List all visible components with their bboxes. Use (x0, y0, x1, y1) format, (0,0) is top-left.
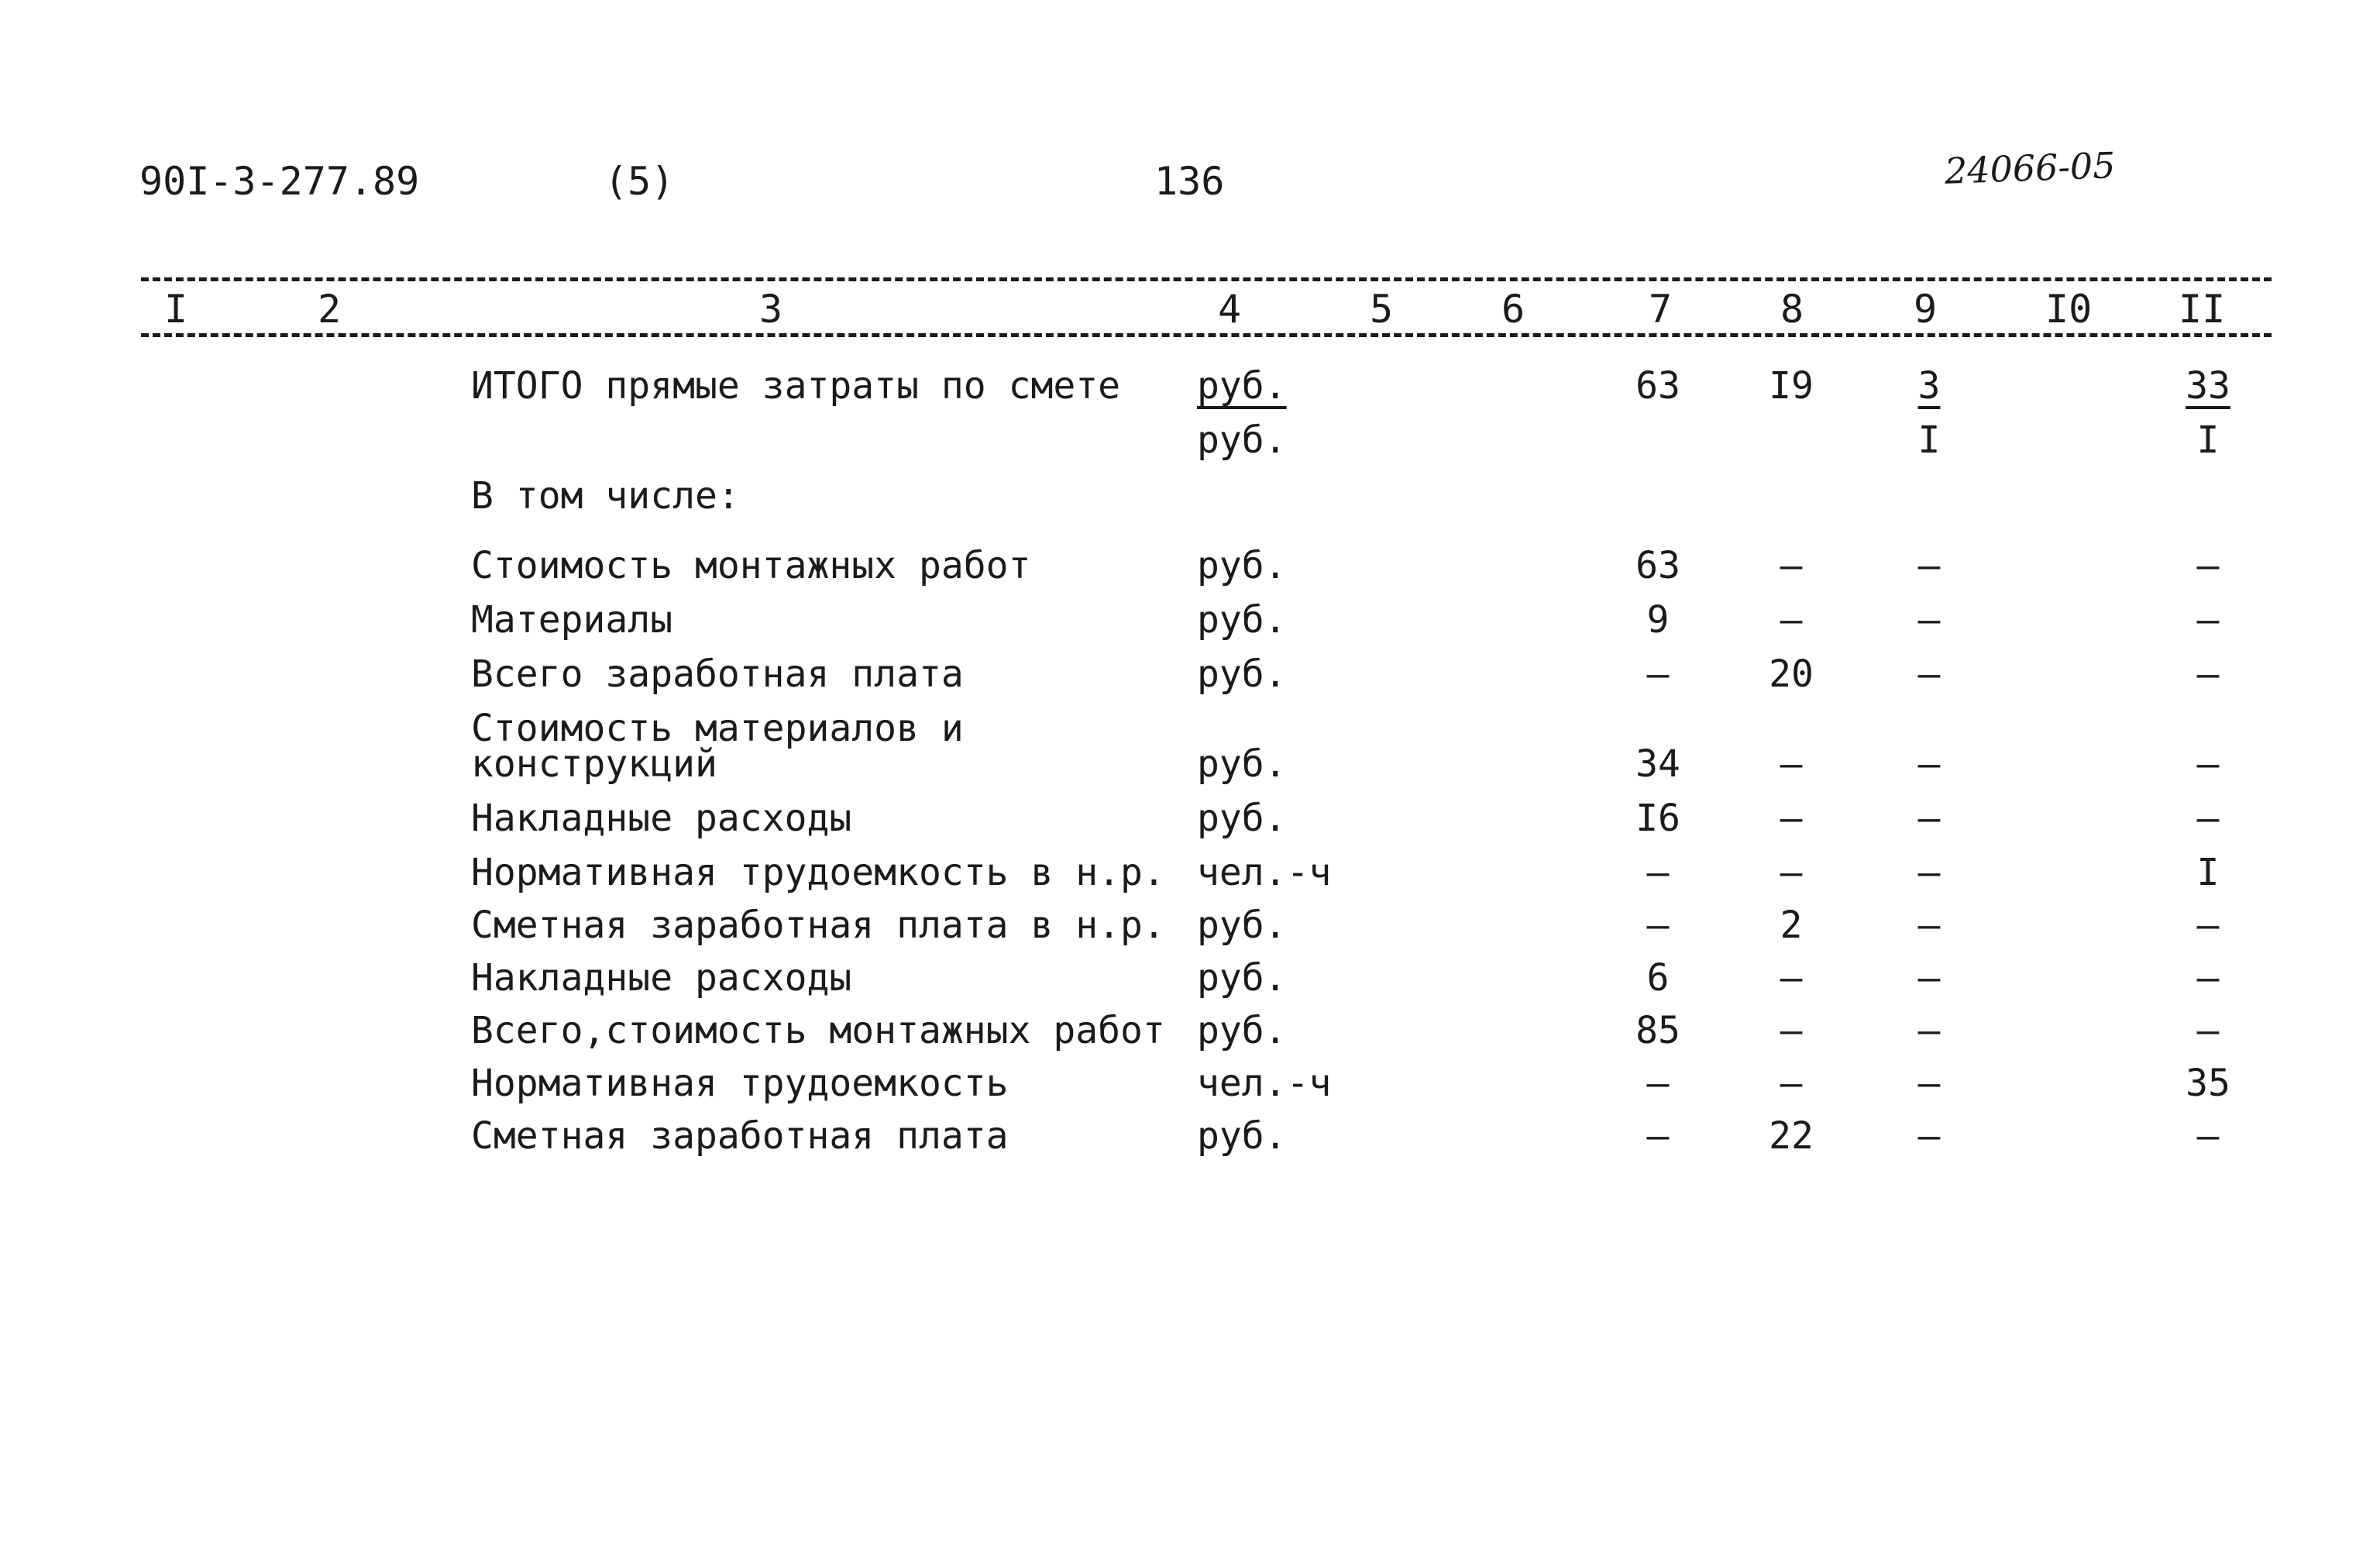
row-col8: 20 (1769, 652, 1814, 696)
row-col9: – (1917, 1062, 1941, 1105)
table-row (0, 652, 2380, 707)
row-col8: – (1780, 956, 1803, 1000)
column-number: I0 (2045, 287, 2093, 332)
row-col11: – (2196, 742, 2220, 786)
total-row (0, 364, 2380, 418)
row-col9: – (1917, 598, 1941, 642)
row-col9: – (1917, 797, 1941, 840)
total-col11-top: 33 (2186, 364, 2230, 408)
row-label: Нормативная трудоемкость (471, 1062, 1009, 1105)
row-col9: – (1917, 544, 1941, 587)
total-label: ИТОГО прямые затраты по смете (471, 364, 1121, 408)
row-unit: чел.-ч (1197, 851, 1332, 894)
row-col7: 34 (1635, 742, 1680, 786)
row-label: Всего,стоимость монтажных работ (471, 1009, 1165, 1052)
total-col9-top: 3 (1917, 364, 1941, 408)
row-col11: – (2196, 544, 2220, 587)
page-number: 136 (1154, 159, 1225, 204)
row-label: Стоимость монтажных работ (471, 544, 1031, 587)
row-col7: 85 (1635, 1009, 1680, 1052)
row-col11: – (2196, 1009, 2220, 1052)
header-top-rule (141, 277, 2272, 281)
column-number: I (164, 287, 188, 332)
row-unit: руб. (1197, 598, 1287, 642)
table-row (0, 598, 2380, 652)
row-label: Сметная заработная плата (471, 1114, 1009, 1158)
row-label: Нормативная трудоемкость в н.р. (471, 851, 1165, 894)
row-col8: 2 (1780, 904, 1803, 947)
table-row (0, 851, 2380, 905)
row-col7: – (1646, 851, 1670, 894)
table-row (0, 742, 2380, 797)
table-row (0, 1062, 2380, 1116)
row-col9: – (1917, 652, 1941, 696)
row-unit: руб. (1197, 1114, 1287, 1158)
row-col7: I6 (1635, 797, 1680, 840)
row-col8: – (1780, 1009, 1803, 1052)
row-col9: – (1917, 742, 1941, 786)
row-unit: руб. (1197, 652, 1287, 696)
column-number: II (2179, 287, 2226, 332)
row-col11: – (2196, 904, 2220, 947)
column-number: 4 (1218, 287, 1242, 332)
table-row (0, 797, 2380, 851)
subheading: В том числе: (471, 474, 740, 518)
table-row (0, 904, 2380, 958)
row-col7: 9 (1646, 598, 1670, 642)
column-number: 2 (318, 287, 342, 332)
total-row-lower (0, 418, 2380, 473)
row-col8: – (1780, 742, 1803, 786)
column-number: 5 (1370, 287, 1394, 332)
document-code: 90I-3-277.89 (139, 159, 420, 204)
subheading-row (0, 474, 2380, 528)
row-col11: 35 (2186, 1062, 2230, 1105)
row-unit: руб. (1197, 742, 1287, 786)
total-col9-bottom: I (1917, 418, 1941, 462)
row-unit: чел.-ч (1197, 1062, 1332, 1105)
row-col8: – (1780, 544, 1803, 587)
row-unit: руб. (1197, 956, 1287, 1000)
row-label: Накладные расходы (471, 956, 852, 1000)
row-label: Всего заработная плата (471, 652, 964, 696)
row-label: Материалы (471, 598, 673, 642)
column-number: 7 (1649, 287, 1673, 332)
header-bottom-rule (141, 333, 2272, 337)
row-label-line2: конструкций (471, 742, 717, 786)
column-number: 3 (759, 287, 783, 332)
row-col11: – (2196, 797, 2220, 840)
row-label-line1: Стоимость материалов и (471, 707, 964, 750)
row-unit: руб. (1197, 797, 1287, 840)
row-col7: 6 (1646, 956, 1670, 1000)
row-col8: 22 (1769, 1114, 1814, 1158)
row-col7: – (1646, 1062, 1670, 1105)
column-number: 9 (1914, 287, 1938, 332)
total-col7: 63 (1635, 364, 1680, 408)
column-number: 6 (1501, 287, 1525, 332)
table-row (0, 544, 2380, 598)
part-number: (5) (604, 159, 675, 204)
row-col11: – (2196, 652, 2220, 696)
row-label: Сметная заработная плата в н.р. (471, 904, 1165, 947)
row-col8: – (1780, 598, 1803, 642)
row-col7: 63 (1635, 544, 1680, 587)
row-col11: I (2196, 851, 2220, 894)
column-number: 8 (1780, 287, 1804, 332)
row-col9: – (1917, 1009, 1941, 1052)
row-unit: руб. (1197, 904, 1287, 947)
row-col11: – (2196, 598, 2220, 642)
row-col7: – (1646, 652, 1670, 696)
handwritten-number: 24066-05 (1944, 144, 2117, 192)
row-col9: – (1917, 1114, 1941, 1158)
row-unit: руб. (1197, 1009, 1287, 1052)
row-col7: – (1646, 1114, 1670, 1158)
table-row (0, 1009, 2380, 1063)
row-col11: – (2196, 956, 2220, 1000)
row-col9: – (1917, 904, 1941, 947)
row-unit: руб. (1197, 544, 1287, 587)
table-row (0, 1114, 2380, 1169)
row-col7: – (1646, 904, 1670, 947)
row-col8: – (1780, 851, 1803, 894)
total-col11-bottom: I (2196, 418, 2220, 462)
table-row (0, 956, 2380, 1010)
row-col9: – (1917, 956, 1941, 1000)
total-unit-top: руб. (1197, 364, 1287, 408)
total-col8: I9 (1769, 364, 1814, 408)
row-col11: – (2196, 1114, 2220, 1158)
total-unit-bottom: руб. (1197, 418, 1287, 462)
row-col8: – (1780, 1062, 1803, 1105)
row-label: Накладные расходы (471, 797, 852, 840)
row-col9: – (1917, 851, 1941, 894)
row-col8: – (1780, 797, 1803, 840)
